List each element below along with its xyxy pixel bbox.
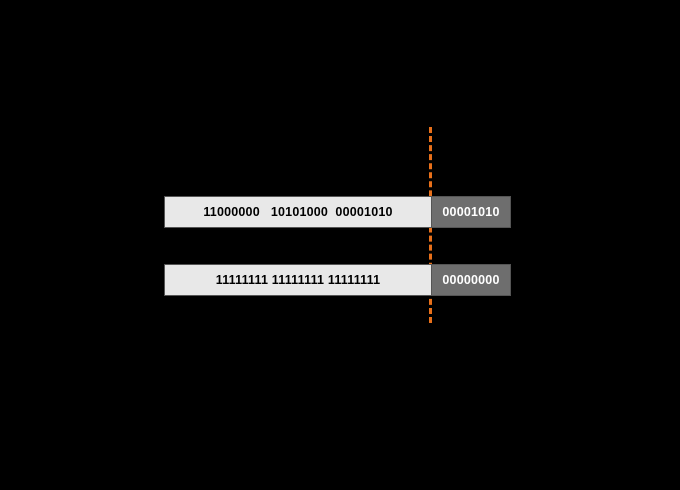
subnet-mask-row	[164, 264, 511, 296]
mask-network-bits: 11111111 11111111 11111111	[165, 265, 432, 295]
ip-network-bits: 11000000 10101000 00001010	[165, 197, 432, 227]
ip-address-row	[164, 196, 511, 228]
ip-host-bits: 00001010	[432, 197, 510, 227]
mask-host-bits: 00000000	[432, 265, 510, 295]
